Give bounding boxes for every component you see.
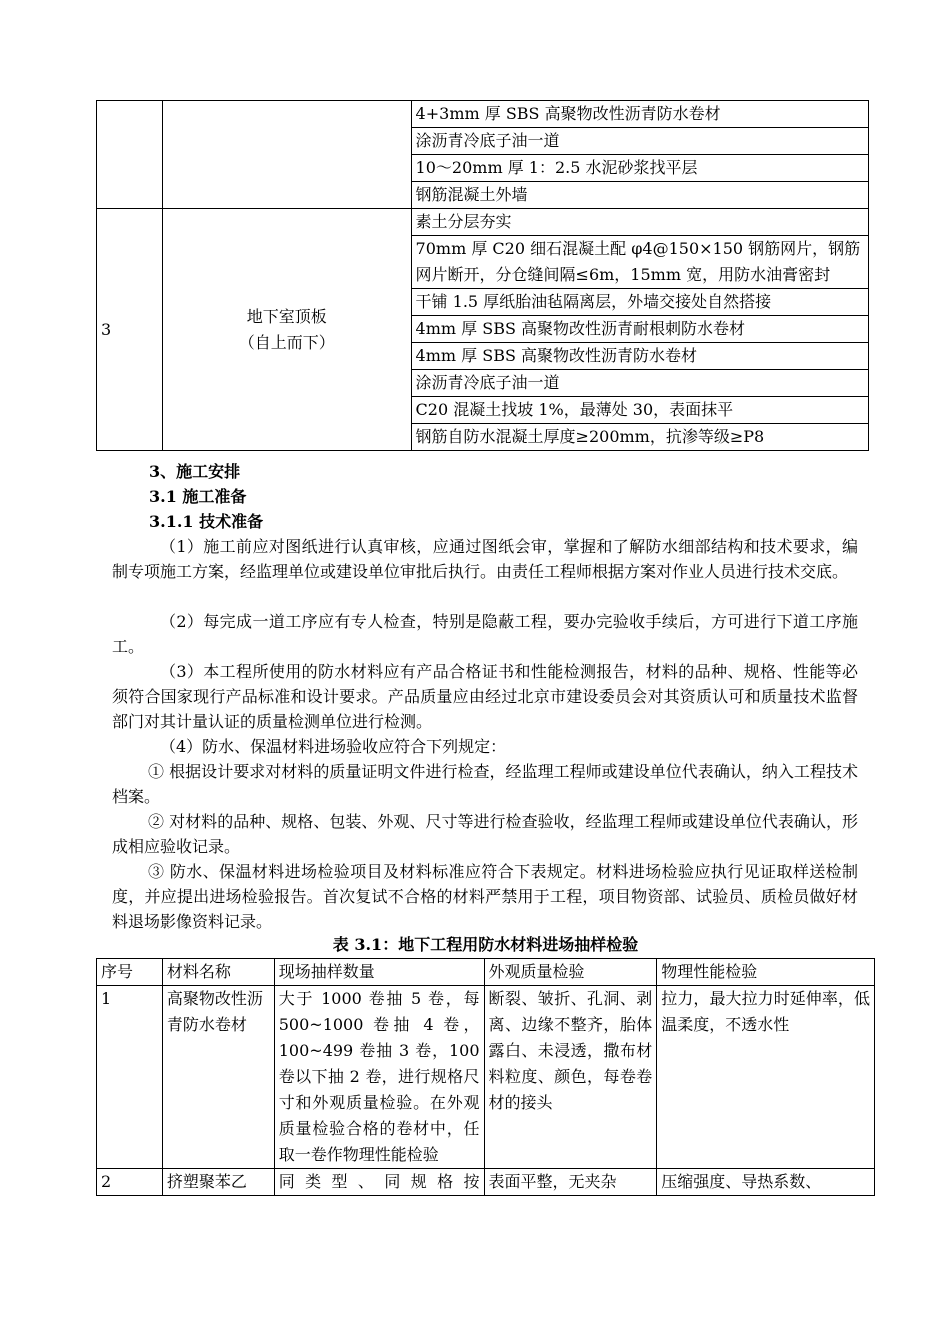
- paragraph: ① 根据设计要求对材料的质量证明文件进行检查，经监理工程师或建设单位代表确认，纳入工程技术档案。: [112, 762, 858, 806]
- paragraph: （2）每完成一道工序应有专人检查，特别是隐蔽工程，要办完验收手续后，方可进行下道工序施工。: [112, 612, 858, 656]
- table-cell-layer: 4mm 厚 SBS 高聚物改性沥青防水卷材: [411, 343, 868, 370]
- table-cell-layer: 素土分层夯实: [411, 209, 868, 236]
- table-cell: 大于 1000 卷抽 5 卷，每 500~1000 卷抽 4 卷，100~499 卷抽 3 卷，100 卷以下抽 2 卷，进行规格尺寸和外观质量检验。在外观质量检验合格的卷材中，任取一卷作物理性能检验: [274, 986, 484, 1169]
- table-row: [97, 1169, 875, 1196]
- table-caption: 表 3.1：地下工程用防水材料进场抽样检验: [332, 935, 639, 954]
- table-cell: 拉力，最大拉力时延伸率，低温柔度，不透水性: [657, 986, 875, 1169]
- paragraph: ② 对材料的品种、规格、包装、外观、尺寸等进行检查验收，经监理工程师或建设单位代表确认，形成相应验收记录。: [112, 812, 858, 856]
- table-cell: 同类型、同规格按: [274, 1169, 484, 1196]
- table-row: [97, 986, 875, 1169]
- table-cell-part: [162, 209, 411, 451]
- table-cell-layer: C20 混凝土找坡 1%，最薄处 30，表面抹平: [411, 397, 868, 424]
- table-cell-num: [97, 101, 163, 209]
- table-cell-part: [162, 101, 411, 209]
- part-direction: （自上而下）: [238, 332, 335, 352]
- waterproof-layers-table: [96, 100, 869, 451]
- subsubsection-heading: 3.1.1 技术准备: [149, 512, 264, 531]
- part-name: 地下室顶板: [246, 306, 327, 326]
- table-cell-layer: 钢筋自防水混凝土厚度≥200mm，抗渗等级≥P8: [411, 424, 868, 451]
- column-header: 材料名称: [162, 959, 274, 986]
- column-header: 物理性能检验: [657, 959, 875, 986]
- table-cell: 1: [97, 986, 163, 1169]
- table-cell-layer: 4+3mm 厚 SBS 高聚物改性沥青防水卷材: [411, 101, 868, 128]
- table-cell: 断裂、皱折、孔洞、剥离、边缘不整齐，胎体露白、未浸透，撒布材料粒度、颜色，每卷卷材的接头: [484, 986, 657, 1169]
- paragraph: ③ 防水、保温材料进场检验项目及材料标准应符合下表规定。材料进场检验应执行见证取样送检制度，并应提出进场检验报告。首次复试不合格的材料严禁用于工程，项目物资部、试验员、质检员做好材料退场影像资料记录。: [112, 862, 858, 931]
- column-header: 现场抽样数量: [274, 959, 484, 986]
- table-cell-layer: 70mm 厚 C20 细石混凝土配 φ4@150×150 钢筋网片，钢筋网片断开，分仓缝间隔≤6m，15mm 宽，用防水油膏密封: [411, 236, 868, 289]
- table-cell-layer: 干铺 1.5 厚纸胎油毡隔离层，外墙交接处自然搭接: [411, 289, 868, 316]
- table-cell-num: 3: [97, 209, 163, 451]
- table-row: [97, 101, 869, 128]
- table-cell: 2: [97, 1169, 163, 1196]
- material-inspection-table: [96, 958, 875, 1196]
- table-cell: 挤塑聚苯乙: [162, 1169, 274, 1196]
- table-row: [97, 209, 869, 236]
- table-cell-layer: 涂沥青冷底子油一道: [411, 370, 868, 397]
- table-cell: 表面平整，无夹杂: [484, 1169, 657, 1196]
- table-header-row: [97, 959, 875, 986]
- table-cell: 高聚物改性沥青防水卷材: [162, 986, 274, 1169]
- column-header: 外观质量检验: [484, 959, 657, 986]
- section-heading: 3、施工安排: [149, 462, 241, 481]
- column-header: 序号: [97, 959, 163, 986]
- paragraph: （1）施工前应对图纸进行认真审核，应通过图纸会审，掌握和了解防水细部结构和技术要求，编制专项施工方案，经监理单位或建设单位审批后执行。由责任工程师根据方案对作业人员进行技术交底。: [112, 537, 858, 581]
- table-cell-layer: 4mm 厚 SBS 高聚物改性沥青耐根刺防水卷材: [411, 316, 868, 343]
- table-cell-layer: 10～20mm 厚 1：2.5 水泥砂浆找平层: [411, 155, 868, 182]
- table-cell-layer: 涂沥青冷底子油一道: [411, 128, 868, 155]
- paragraph: （3）本工程所使用的防水材料应有产品合格证书和性能检测报告，材料的品种、规格、性能等必须符合国家现行产品标准和设计要求。产品质量应由经过北京市建设委员会对其资质认可和质量技术监督部门对其计量认证的质量检测单位进行检测。: [112, 662, 858, 731]
- table-cell-layer: 钢筋混凝土外墙: [411, 182, 868, 209]
- paragraph: （4）防水、保温材料进场验收应符合下列规定：: [160, 737, 507, 756]
- table-cell: 压缩强度、导热系数、: [657, 1169, 875, 1196]
- subsection-heading: 3.1 施工准备: [149, 487, 247, 506]
